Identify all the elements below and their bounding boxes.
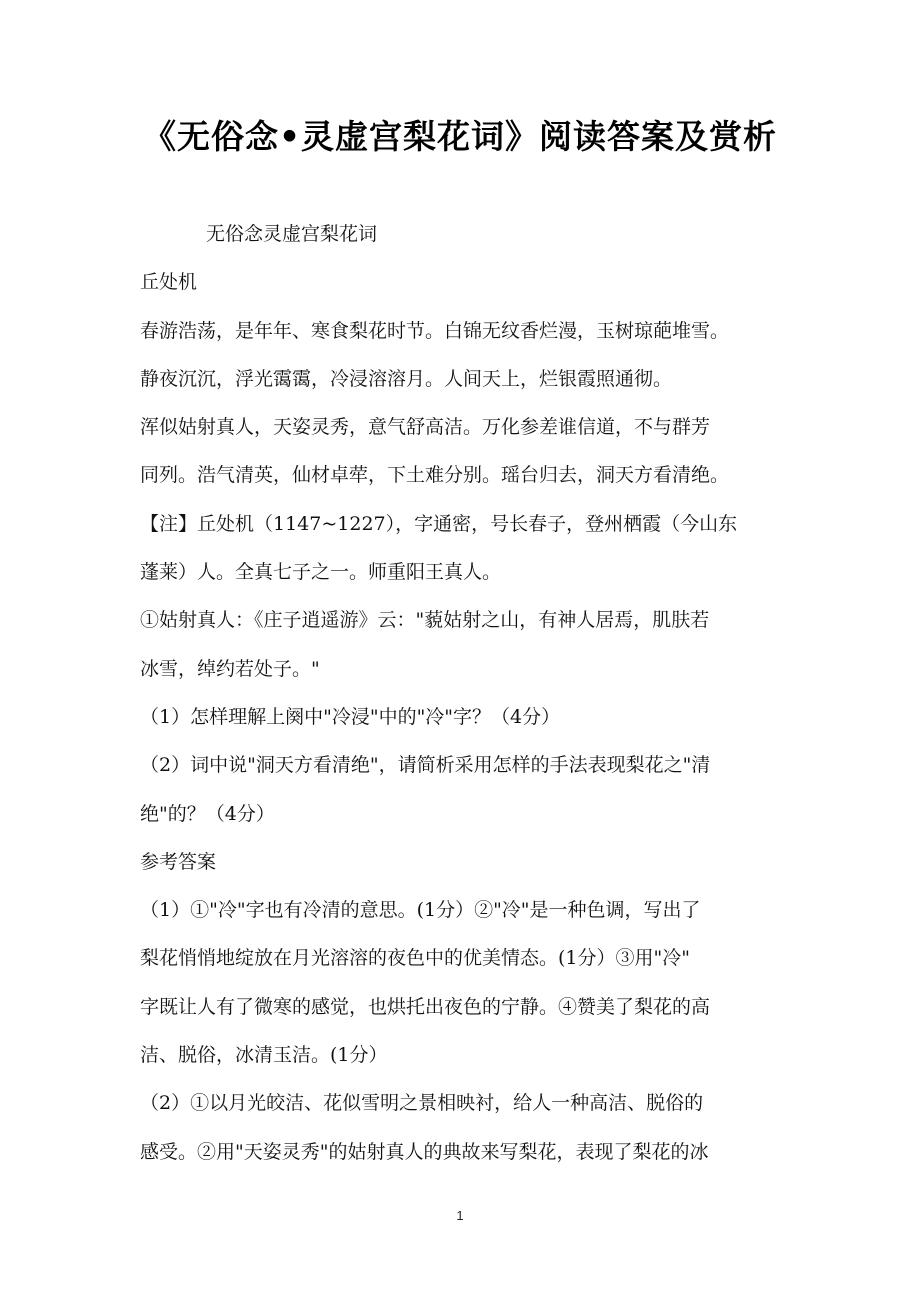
answer-line: 字既让人有了微寒的感觉，也烘托出夜色的宁静。④赞美了梨花的高 <box>140 995 711 1018</box>
poem-line: 同列。浩气清英，仙材卓荦，下土难分别。瑶台归去，洞天方看清绝。 <box>140 464 730 487</box>
question-line: （1）怎样理解上阕中"冷浸"中的"冷"字？（4分） <box>140 705 561 728</box>
footnote-line: 冰雪，绰约若处子。" <box>140 657 320 680</box>
note-line: 蓬莱）人。全真七子之一。师重阳王真人。 <box>140 561 502 584</box>
poem-line: 春游浩荡，是年年、寒食梨花时节。白锦无纹香烂漫，玉树琼葩堆雪。 <box>140 319 730 342</box>
page-number: 1 <box>456 1208 464 1223</box>
document-body <box>140 210 785 1176</box>
answer-heading: 参考答案 <box>140 850 217 873</box>
document-title: 《无俗念•灵虚宫梨花词》阅读答案及赏析 <box>142 117 778 156</box>
note-line: 【注】丘处机（1147~1227），字通密，号长春子，登州栖霞（今山东 <box>140 512 738 535</box>
poem-line: 静夜沉沉，浮光霭霭，冷浸溶溶月。人间天上，烂银霞照通彻。 <box>140 367 673 390</box>
footnote-line: ①姑射真人：《庄子逍遥游》云："藐姑射之山，有神人居焉，肌肤若 <box>140 609 710 632</box>
question-line: 绝"的？（4分） <box>140 802 275 825</box>
answer-line: （1）①"冷"字也有冷清的意思。(1分）②"冷"是一种色调，写出了 <box>140 899 701 922</box>
answer-line: 梨花悄悄地绽放在月光溶溶的夜色中的优美情态。(1分）③用"冷" <box>140 947 690 970</box>
question-line: （2）词中说"洞天方看清绝"，请简析采用怎样的手法表现梨花之"清 <box>140 754 711 777</box>
poem-line: 浑似姑射真人，天姿灵秀，意气舒高洁。万化参差谁信道，不与群芳 <box>140 416 711 439</box>
answer-line: 感受。②用"天姿灵秀"的姑射真人的典故来写梨花，表现了梨花的冰 <box>140 1140 709 1163</box>
answer-line: （2）①以月光皎洁、花似雪明之景相映衬，给人一种高洁、脱俗的 <box>140 1092 704 1115</box>
poem-title: 无俗念灵虚宫梨花词 <box>206 223 378 245</box>
poem-author: 丘处机 <box>140 271 198 294</box>
answer-line: 洁、脱俗，冰清玉洁。(1分） <box>140 1044 388 1067</box>
